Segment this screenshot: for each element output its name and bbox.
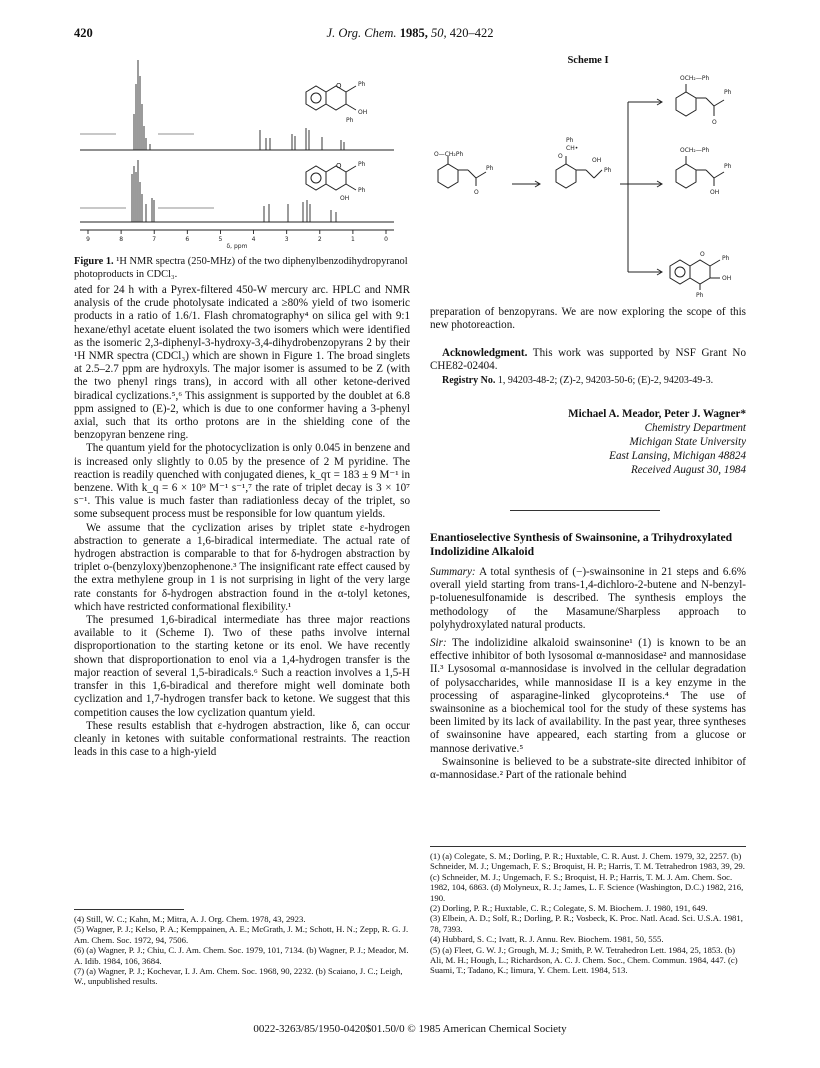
svg-text:Ph: Ph — [604, 167, 612, 174]
axis-tick-label: 2 — [317, 236, 322, 243]
left-paragraph-1: ated for 24 h with a Pyrex-filtered 450-W mercury arc. HPLC and NMR analysis of the crude photolysate indicated a ≥80% yield of two isomeric products in a ratio of 1.6/1. Flash chromatography⁴ on silica gel with 9:1 hexane/ethyl acetate eluent isolated the two isomers which were identified as the isomeric 2,3-diphenyl-3-hydroxy-3,4-dihydrobenzopyrans 2 by their ¹H NMR spectra (CDCl₃) which are shown in Figure 1. The broad singlets at 2.5–2.7 ppm are hydroxyls. The major isomer is assumed to be Z (with the two phenyl rings trans), in accord with all other ketone-derived biradical cyclizations.⁵,⁶ This assignment is supported by the doublet at 6.8 ppm assigned to (E)-2, which is due to one conformer having a 3-phenyl axial, such that its ortho protons are in the shielding cone of the benzopyran benzene ring. — [74, 284, 410, 442]
journal-volume: 50, — [430, 26, 447, 40]
affiliation-university: Michigan State University — [629, 436, 746, 448]
ppm-axis — [80, 230, 394, 250]
svg-text:OCH₂—Ph: OCH₂—Ph — [680, 147, 710, 154]
article-separator — [510, 510, 660, 511]
svg-text:O—CH₂Ph: O—CH₂Ph — [434, 151, 464, 158]
footnote-3: (3) Elbein, A. D.; Solf, R.; Dorling, P. R.; Vosbeck, K. Proc. Natl. Acad. Sci. U.S.A. 1981, 78, 7393. — [430, 913, 743, 934]
left-column-body — [74, 284, 410, 759]
running-header — [0, 26, 820, 41]
registry-text: 1, 94203-48-2; (Z)-2, 94203-50-6; (E)-2, 94203-49-3. — [497, 375, 714, 387]
summary-paragraph — [430, 566, 746, 632]
right-column-body — [430, 566, 746, 782]
lower-molecule — [306, 161, 366, 202]
footnote-5-right: (5) (a) Fleet, G. W. J.; Grough, M. J.; Smith, P. W. Tetrahedron Lett. 1984, 25, 1853. (b) Ali, M. H.; Hough, L.; Richardson, A. C. J. Chem. Soc., Chem. Commun. 1984, 447. (c) Suami, T.; Tadano, K.; Iimura, Y. Chem. Lett. 1984, 513. — [430, 944, 738, 976]
middle-enol — [676, 147, 732, 196]
scheme-diagram — [430, 66, 746, 298]
footnote-1: (1) (a) Colegate, S. M.; Dorling, P. R.; Huxtable, C. R. Aust. J. Chem. 1979, 32, 2257. (b) Schneider, M. J.; Ungemach, F. S.; Broquist, H. P.; Harris, T. M. Tetrahedron 1983, 39, 29. (c) Schneider, M. J.; Ungemach, F. S.; Broquist, H. P.; Harris, T. M. J. Am. Chem. Soc. 1982, 104, 6863. (d) Molyneux, R. J.; James, L. F. Science (Washington, D.C.) 1982, 216, 190. — [430, 851, 745, 903]
summary-label: Summary: — [430, 566, 476, 578]
svg-text:CH•: CH• — [566, 145, 579, 152]
nmr-spectra — [74, 54, 410, 250]
svg-text:Ph: Ph — [566, 137, 574, 144]
nmr-figure — [74, 54, 410, 250]
svg-text:OCH₂—Ph: OCH₂—Ph — [680, 75, 710, 82]
svg-text:Ph: Ph — [696, 292, 704, 298]
axis-label: δ, ppm — [226, 243, 248, 250]
copyright-line: 0022-3263/85/1950-0420$01.50/0 © 1985 American Chemical Society — [253, 1023, 567, 1035]
svg-text:Ph: Ph — [724, 89, 732, 96]
svg-text:O: O — [700, 251, 705, 258]
starting-ketone — [434, 151, 494, 196]
lower-spectrum — [80, 160, 394, 222]
svg-text:O: O — [558, 153, 563, 160]
upper-sub-1: Ph — [358, 81, 366, 88]
journal-name: J. Org. Chem. — [326, 26, 397, 40]
svg-text:OH: OH — [592, 157, 602, 164]
journal-year: 1985, — [399, 26, 428, 40]
bottom-benzopyranol — [670, 251, 731, 298]
axis-tick-label: 5 — [218, 236, 223, 243]
svg-text:Ph: Ph — [722, 255, 730, 262]
acknowledgment-label: Acknowledgment. — [442, 347, 528, 359]
axis-tick-label: 9 — [86, 236, 90, 243]
svg-text:OH: OH — [710, 189, 720, 196]
affiliation-city: East Lansing, Michigan 48824 — [609, 450, 746, 462]
axis-tick-label: 0 — [384, 236, 388, 243]
affiliation-department: Chemistry Department — [644, 422, 746, 434]
left-paragraph-3: We assume that the cyclization arises by triplet state ε-hydrogen abstraction to generate a 1,6-biradical intermediate. The actual rate of hydrogen abstraction is comparable to that for δ-hydrogen abstraction by triplet o-(benzyloxy)benzophenone.³ The insignificant rate effect caused by the extra methylene group in 1 is not surprising in light of the very large rate constants for δ-hydrogen abstraction found in the α-tolyl ketones, which have restricted conformational flexibility.¹ — [74, 521, 410, 613]
axis-tick-label: 3 — [284, 236, 289, 243]
right-top-paragraph — [430, 306, 746, 332]
upper-sub-2: OH — [358, 109, 368, 116]
svg-text:O: O — [336, 162, 342, 170]
scheme-title: Scheme I — [567, 55, 609, 66]
footnote-5: (5) Wagner, P. J.; Kelso, P. A.; Kemppainen, A. E.; McGrath, J. M.; Schott, H. N.; Zepp, R. G. J. Am. Chem. Soc. 1972, 94, 7506. — [74, 924, 409, 945]
figure-caption — [74, 256, 410, 281]
footnote-4: (4) Still, W. C.; Kahn, M.; Mitra, A. J. Org. Chem. 1978, 43, 2923. — [74, 914, 306, 924]
left-paragraph-2: The quantum yield for the photocyclization is only 0.045 in benzene and is increased only slightly to 0.05 by the presence of 2 M pyridine. The reaction is readily quenched with conjugated dienes, k_qτ = 183 ± 9 M⁻¹ in benzene. With k_q = 6 × 10⁹ M⁻¹ s⁻¹,⁷ the rate of triplet decay is 3 × 10⁷ s⁻¹. This value is much faster than radiationless decay of the triplet, so some subsequent process must be responsible for low quantum yields. — [74, 442, 410, 521]
lower-sub-1: Ph — [358, 161, 366, 168]
svg-text:O: O — [474, 189, 479, 196]
footnote-2: (2) Dorling, P. R.; Huxtable, C. R.; Colegate, S. M. Biochem. J. 1980, 191, 649. — [430, 903, 708, 914]
axis-tick-label: 1 — [350, 236, 355, 243]
left-footnotes — [74, 914, 410, 987]
caption-label: Figure 1. — [74, 256, 114, 267]
caption-text: ¹H NMR spectra (250-MHz) of the two diphenylbenzodihydropyranol photoproducts in CDCl₃. — [74, 256, 408, 280]
sir-paragraph — [430, 637, 746, 756]
registry-label: Registry No. — [442, 375, 496, 387]
svg-text:Ph: Ph — [486, 165, 494, 172]
axis-tick-label: 6 — [185, 236, 190, 243]
right-footnotes — [430, 851, 746, 976]
footnote-7: (7) (a) Wagner, P. J.; Kochevar, I. J. Am. Chem. Soc. 1968, 90, 2232. (b) Scaiano, J. C.; Leigh, W., unpublished results. — [74, 966, 403, 987]
author-block — [430, 407, 746, 477]
biradical-intermediate — [556, 137, 612, 188]
left-footnote-rule — [74, 909, 184, 910]
axis-tick-label: 7 — [152, 236, 157, 243]
upper-molecule — [306, 81, 367, 124]
lower-sub-2: Ph — [358, 187, 366, 194]
journal-pages: 420–422 — [449, 26, 494, 40]
left-paragraph-4: The presumed 1,6-biradical intermediate has three major reactions available to it (Scheme I). Two of these paths involve internal disproportionation to the starting ketone or its enol. We have recently shown that disproportionation to enol via a 1,4-hydrogen transfer is the major reaction of several 1,5-biradicals.⁶ Such a reaction involves a 1,5-H transfer in this 1,6-biradical and therefore might well dominate both cyclization and 1,7-hydrogen transfer back to ketone. We suggest that this competition causes the low cyclization quantum yield. — [74, 614, 410, 719]
right-footnote-rule — [430, 846, 746, 847]
registry — [430, 375, 746, 388]
last-paragraph: Swainsonine is believed to be a substrate-site directed inhibitor of α-mannosidase.² Part of the rationale behind — [430, 755, 746, 782]
top-product — [676, 75, 732, 126]
upper-sub-3: Ph — [346, 117, 354, 124]
svg-text:O: O — [712, 119, 717, 126]
footnote-6: (6) (a) Wagner, P. J.; Chiu, C. J. Am. Chem. Soc. 1979, 101, 7134. (b) Wagner, P. J.; Meador, M. A. Idib. 1984, 106, 3684. — [74, 945, 409, 966]
article-title: Enantioselective Synthesis of Swainsonine, a Trihydroxylated Indolizidine Alkaloid — [430, 531, 733, 558]
svg-text:OH: OH — [722, 275, 732, 282]
acknowledgment-text: This work was supported by NSF Grant No CHE82-02404. — [430, 347, 746, 373]
page-number: 420 — [74, 26, 93, 40]
footnote-4-right: (4) Hubbard, S. C.; Ivatt, R. J. Annu. Rev. Biochem. 1981, 50, 555. — [430, 934, 664, 945]
author-names: Michael A. Meador, Peter J. Wagner* — [568, 408, 746, 420]
sir-label: Sir: — [430, 637, 447, 650]
axis-tick-label: 4 — [251, 236, 256, 243]
acknowledgment — [430, 347, 746, 373]
acknowledgment-block — [430, 347, 746, 388]
sir-text: The indolizidine alkaloid swainsonine¹ (1) is known to be an effective inhibitor of both lysosomal α-mannosidase² and mannosidase II.³ Lysosomal α-mannosidase is involved in the cellular degradation of polysaccharides, while mannosidase II is a key enzyme in the processing of asparagine-linked glycoproteins.⁴ The use of swainsonine as a biochemical tool for the study of these systems has been limited by its lack of availability. In the past year, three syntheses of swainsonine have appeared, each starting from a glucose or mannose derivative.⁵ — [430, 637, 747, 755]
received-date: Received August 30, 1984 — [630, 464, 746, 476]
svg-text:O: O — [336, 82, 342, 90]
paragraph-continuation: preparation of benzopyrans. We are now exploring the scope of this new photoreaction. — [430, 306, 746, 332]
lower-sub-3: OH — [340, 195, 350, 202]
summary-text: A total synthesis of (−)-swainsonine in 21 steps and 6.6% overall yield starting from trans-1,4-dichloro-2-butene and N-benzyl-p-toluenesulfonamide is described. The synthesis employs the methodology of the Masamune/Sharpless approach to polyhydroxylated natural products. — [430, 566, 746, 631]
left-paragraph-5: These results establish that ε-hydrogen abstraction, like δ, can occur cleanly in ketones with suitable conformational restraints. The reaction leads in this case to a high-yield — [74, 719, 410, 759]
axis-tick-label: 8 — [119, 236, 124, 243]
svg-text:Ph: Ph — [724, 163, 732, 170]
